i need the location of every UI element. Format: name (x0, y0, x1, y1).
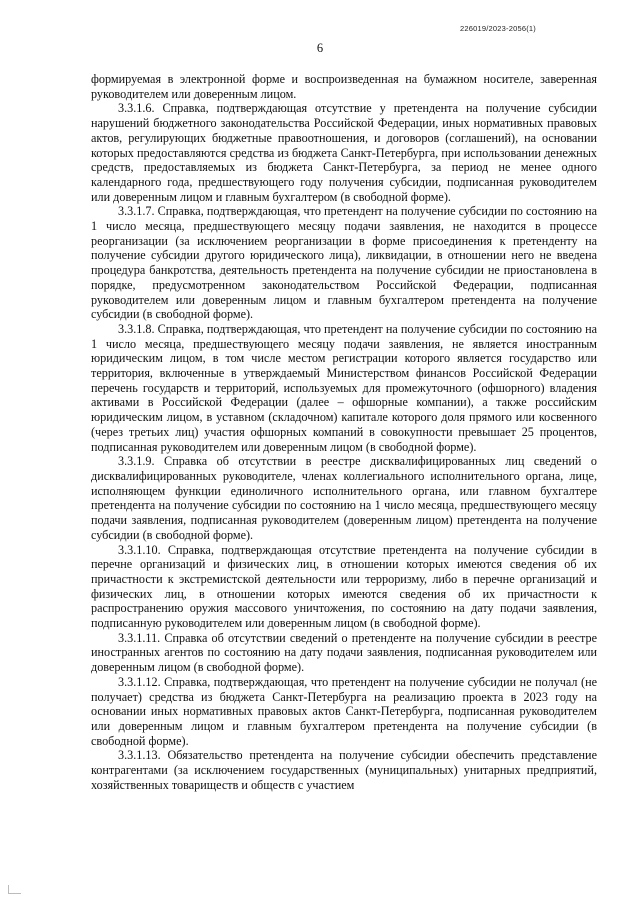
paragraph-3-3-1-6: 3.3.1.6. Справка, подтверждающая отсутствие у претендента на получение субсидии нарушений бюджетного законодательства Российской Федерации, иных нормативных правовых актов, регулирующих бюджетные правоотношения, и договоров (соглашений), на основании которых предоставляются средства из бюджета Санкт-Петербурга, при использовании денежных средств, предоставляемых из бюджета Санкт-Петербурга, за период не менее одного календарного года, предшествующего году получения субсидии, подписанная руководителем или доверенным лицом и главным бухгалтером (в свободной форме). (91, 101, 597, 204)
document-number: 226019/2023-2056(1) (460, 24, 536, 33)
page-number: 6 (316, 41, 324, 55)
paragraph-3-3-1-10: 3.3.1.10. Справка, подтверждающая отсутствие претендента на получение субсидии в перечне организаций и физических лиц, в отношении которых имеются сведения об их причастности к экстремистской деятельности или терроризму, либо в перечне организаций и физических лиц, в отношении которых имеются сведения об их причастности к распространению оружия массового уничтожения, по состоянию на дату подачи заявления, подписанную руководителем или доверенным лицом (в свободной форме). (91, 542, 597, 631)
paragraph-3-3-1-9: 3.3.1.9. Справка об отсутствии в реестре дисквалифицированных лиц сведений о дисквалифицированных руководителе, членах коллегиального исполнительного органа, лице, исполняющем функции единоличного исполнительного органа, или главном бухгалтере претендента на получение субсидии по состоянию на 1 число месяца, предшествующего месяцу подачи заявления, подписанная руководителем (доверенным лицом) претендента на получение субсидии (в свободной форме). (91, 454, 597, 542)
scan-margin-mark (8, 885, 21, 894)
document-body (91, 72, 597, 792)
paragraph-3-3-1-8: 3.3.1.8. Справка, подтверждающая, что претендент на получение субсидии по состоянию на 1 число месяца, предшествующего месяцу подачи заявления, не является иностранным юридическим лицом, в том числе местом регистрации которого является государство или территория, включенные в утверждаемый Министерством финансов Российской Федерации перечень государств и территорий, используемых для промежуточного (офшорного) владения активами в Российской Федерации (далее – офшорные компании), а также российским юридическим лицом, в уставном (складочном) капитале которого доля прямого или косвенного (через третьих лиц) участия офшорных компаний в совокупности превышает 25 процентов, подписанная руководителем или доверенным лицом (в свободной форме). (91, 321, 597, 454)
paragraph-continuation: формируемая в электронной форме и воспроизведенная на бумажном носителе, заверенная руководителем или доверенным лицом. (91, 72, 597, 101)
paragraph-3-3-1-12: 3.3.1.12. Справка, подтверждающая, что претендент на получение субсидии не получал (не получает) средства из бюджета Санкт-Петербурга на реализацию проекта в 2023 году на основании иных нормативных правовых актов Санкт-Петербурга, подписанная руководителем или доверенным лицом и главным бухгалтером претендента на получение субсидии (в свободной форме). (91, 674, 597, 748)
paragraph-3-3-1-7: 3.3.1.7. Справка, подтверждающая, что претендент на получение субсидии по состоянию на 1 число месяца, предшествующего месяцу подачи заявления, не находится в процессе реорганизации (за исключением реорганизации в форме присоединения к претенденту на получение субсидии другого юридического лица), ликвидации, в отношении него не введена процедура банкротства, деятельность претендента на получение субсидии не приостановлена в порядке, предусмотренном законодательством Российской Федерации, подписанная руководителем или доверенным лицом и главным бухгалтером претендента на получение субсидии (в свободной форме). (91, 204, 597, 322)
paragraph-3-3-1-11: 3.3.1.11. Справка об отсутствии сведений о претенденте на получение субсидии в реестре иностранных агентов по состоянию на дату подачи заявления, подписанная руководителем или доверенным лицом (в свободной форме). (91, 630, 597, 675)
paragraph-3-3-1-13: 3.3.1.13. Обязательство претендента на получение субсидии обеспечить представление контрагентами (за исключением государственных (муниципальных) унитарных предприятий, хозяйственных товариществ и обществ с участием (91, 748, 597, 792)
